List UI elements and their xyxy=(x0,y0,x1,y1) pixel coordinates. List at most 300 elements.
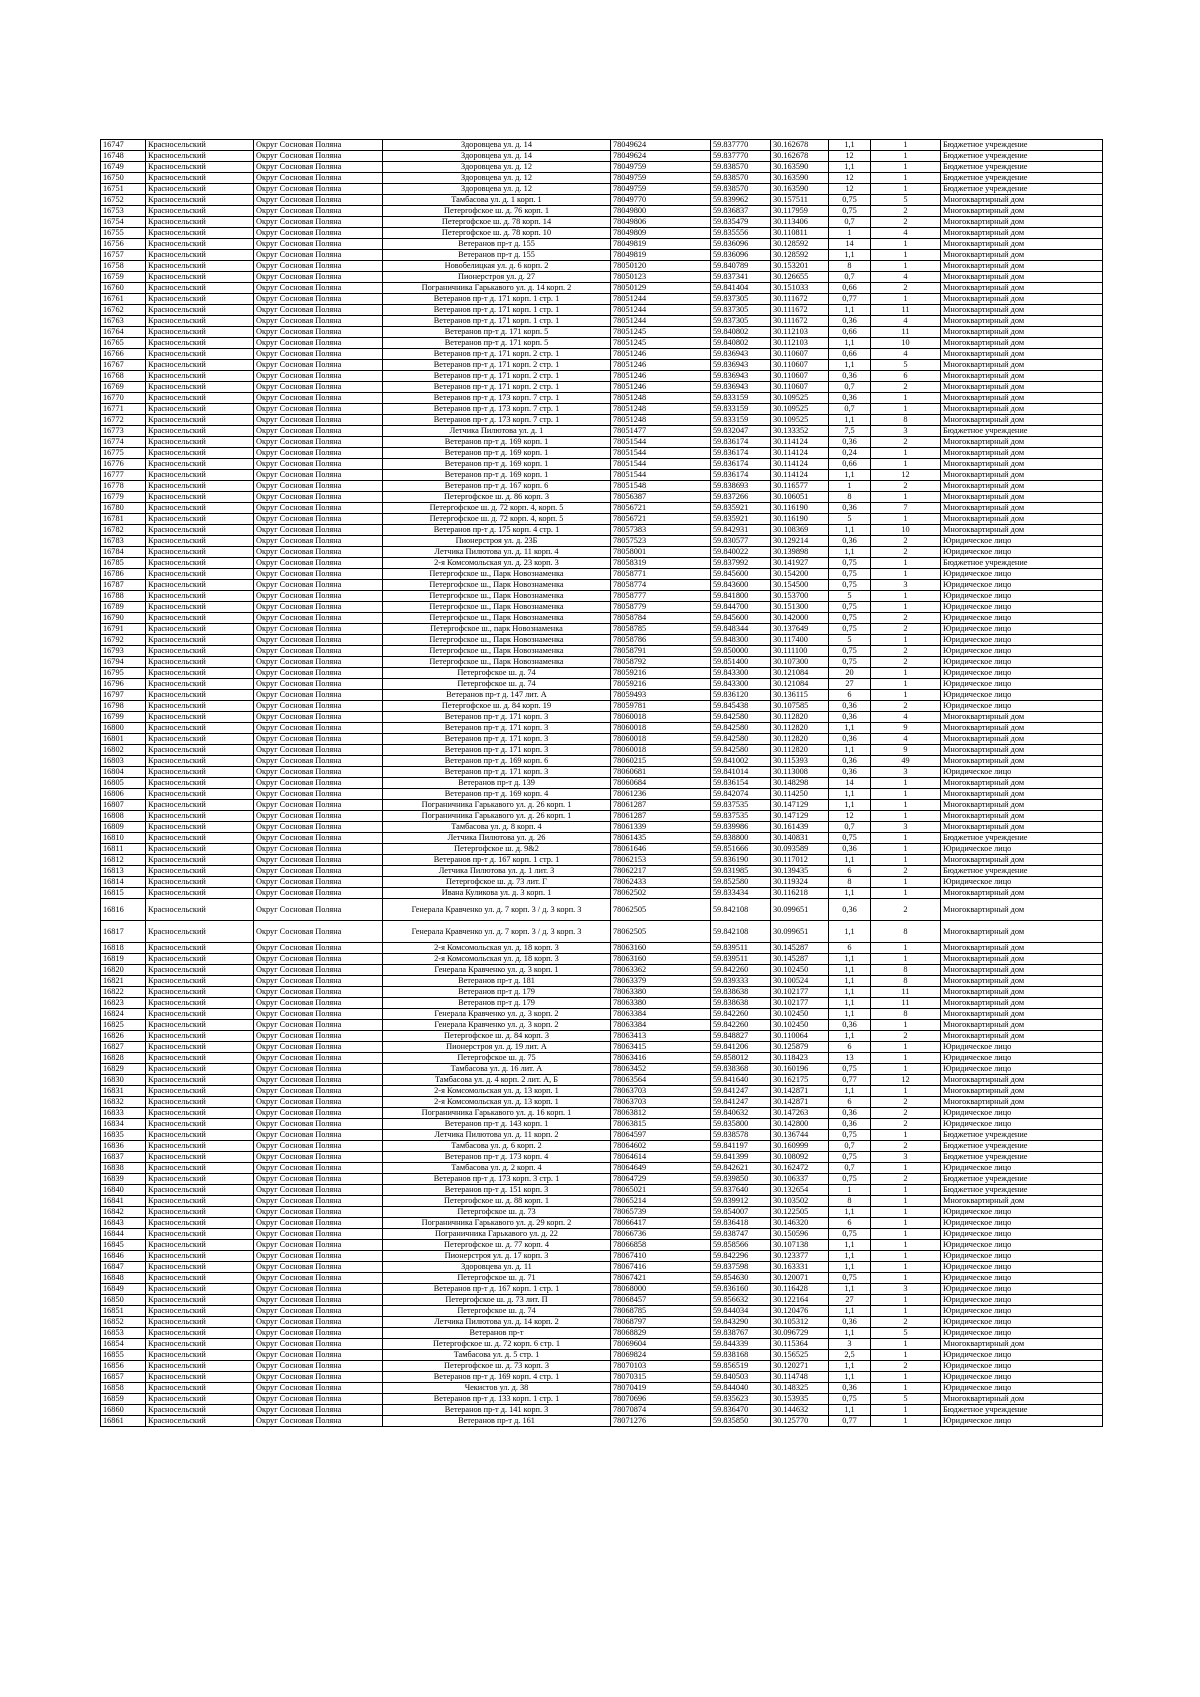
count-cell: 2 xyxy=(871,646,941,657)
table-row xyxy=(101,921,1103,943)
table-row xyxy=(101,536,1103,547)
record-id-cell: 16825 xyxy=(101,1020,146,1031)
table-row xyxy=(101,657,1103,668)
longitude-cell: 30.146320 xyxy=(771,1218,829,1229)
address-cell: 2-я Комсомольская ул. д. 18 корп. 3 xyxy=(383,954,611,965)
count-cell: 1 xyxy=(871,954,941,965)
count-cell: 2 xyxy=(871,481,941,492)
owner-type-cell: Многоквартирный дом xyxy=(941,800,1103,811)
object-code-cell: 78067416 xyxy=(611,1262,711,1273)
address-cell: Петергофское ш., Парк Новознаменка xyxy=(383,591,611,602)
longitude-cell: 30.161439 xyxy=(771,822,829,833)
district-cell: Красносельский xyxy=(146,1163,254,1174)
longitude-cell: 30.120071 xyxy=(771,1273,829,1284)
district-cell: Красносельский xyxy=(146,481,254,492)
volume-cell: 0,75 xyxy=(829,1229,871,1240)
count-cell: 3 xyxy=(871,426,941,437)
latitude-cell: 59.842580 xyxy=(711,723,771,734)
address-cell: Петергофское ш. д. 73 корп. 3 xyxy=(383,1361,611,1372)
municipality-cell: Округ Сосновая Поляна xyxy=(254,382,383,393)
latitude-cell: 59.842108 xyxy=(711,899,771,921)
owner-type-cell: Бюджетное учреждение xyxy=(941,184,1103,195)
object-code-cell: 78066417 xyxy=(611,1218,711,1229)
record-id-cell: 16843 xyxy=(101,1218,146,1229)
longitude-cell: 30.107300 xyxy=(771,657,829,668)
count-cell: 2 xyxy=(871,866,941,877)
table-row xyxy=(101,437,1103,448)
count-cell: 12 xyxy=(871,470,941,481)
count-cell: 2 xyxy=(871,1361,941,1372)
owner-type-cell: Юридическое лицо xyxy=(941,624,1103,635)
table-row xyxy=(101,1042,1103,1053)
longitude-cell: 30.109525 xyxy=(771,404,829,415)
longitude-cell: 30.115364 xyxy=(771,1339,829,1350)
municipality-cell: Округ Сосновая Поляна xyxy=(254,184,383,195)
count-cell: 1 xyxy=(871,151,941,162)
record-id-cell: 16817 xyxy=(101,921,146,943)
latitude-cell: 59.848300 xyxy=(711,635,771,646)
district-cell: Красносельский xyxy=(146,305,254,316)
count-cell: 1 xyxy=(871,162,941,173)
address-cell: Петергофское ш., Парк Новознаменка xyxy=(383,646,611,657)
object-code-cell: 78051544 xyxy=(611,459,711,470)
latitude-cell: 59.841014 xyxy=(711,767,771,778)
latitude-cell: 59.833159 xyxy=(711,393,771,404)
object-code-cell: 78058001 xyxy=(611,547,711,558)
volume-cell: 0,36 xyxy=(829,899,871,921)
latitude-cell: 59.838570 xyxy=(711,184,771,195)
owner-type-cell: Юридическое лицо xyxy=(941,679,1103,690)
table-row xyxy=(101,1372,1103,1383)
address-cell: Тамбасова ул. д. 2 корп. 4 xyxy=(383,1163,611,1174)
table-row xyxy=(101,1119,1103,1130)
record-id-cell: 16849 xyxy=(101,1284,146,1295)
volume-cell: 13 xyxy=(829,1053,871,1064)
table-row xyxy=(101,327,1103,338)
latitude-cell: 59.838578 xyxy=(711,1130,771,1141)
latitude-cell: 59.843300 xyxy=(711,668,771,679)
count-cell: 3 xyxy=(871,822,941,833)
municipality-cell: Округ Сосновая Поляна xyxy=(254,239,383,250)
latitude-cell: 59.840802 xyxy=(711,338,771,349)
latitude-cell: 59.838168 xyxy=(711,1350,771,1361)
municipality-cell: Округ Сосновая Поляна xyxy=(254,459,383,470)
district-cell: Красносельский xyxy=(146,1053,254,1064)
record-id-cell: 16756 xyxy=(101,239,146,250)
district-cell: Красносельский xyxy=(146,1174,254,1185)
object-code-cell: 78062502 xyxy=(611,888,711,899)
district-cell: Красносельский xyxy=(146,1361,254,1372)
longitude-cell: 30.122164 xyxy=(771,1295,829,1306)
table-row xyxy=(101,833,1103,844)
object-code-cell: 78064729 xyxy=(611,1174,711,1185)
record-id-cell: 16799 xyxy=(101,712,146,723)
address-cell: Ветеранов пр-т д. 171 корп. 5 xyxy=(383,338,611,349)
owner-type-cell: Юридическое лицо xyxy=(941,1218,1103,1229)
municipality-cell: Округ Сосновая Поляна xyxy=(254,349,383,360)
volume-cell: 1,1 xyxy=(829,745,871,756)
address-cell: Ветеранов пр-т д. 167 корп. 1 стр. 1 xyxy=(383,1284,611,1295)
table-row xyxy=(101,954,1103,965)
latitude-cell: 59.842580 xyxy=(711,734,771,745)
latitude-cell: 59.842296 xyxy=(711,1251,771,1262)
municipality-cell: Округ Сосновая Поляна xyxy=(254,140,383,151)
latitude-cell: 59.845438 xyxy=(711,701,771,712)
count-cell: 1 xyxy=(871,943,941,954)
latitude-cell: 59.837266 xyxy=(711,492,771,503)
longitude-cell: 30.121084 xyxy=(771,668,829,679)
municipality-cell: Округ Сосновая Поляна xyxy=(254,1174,383,1185)
count-cell: 4 xyxy=(871,349,941,360)
municipality-cell: Округ Сосновая Поляна xyxy=(254,624,383,635)
volume-cell: 0,7 xyxy=(829,404,871,415)
address-cell: Ивана Куликова ул. д. 3 корп. 1 xyxy=(383,888,611,899)
object-code-cell: 78049624 xyxy=(611,151,711,162)
volume-cell: 0,75 xyxy=(829,1174,871,1185)
municipality-cell: Округ Сосновая Поляна xyxy=(254,712,383,723)
district-cell: Красносельский xyxy=(146,338,254,349)
owner-type-cell: Многоквартирный дом xyxy=(941,1086,1103,1097)
record-id-cell: 16784 xyxy=(101,547,146,558)
district-cell: Красносельский xyxy=(146,833,254,844)
volume-cell: 0,75 xyxy=(829,206,871,217)
count-cell: 4 xyxy=(871,228,941,239)
volume-cell: 0,36 xyxy=(829,371,871,382)
address-cell: Ветеранов пр-т д. 167 корп. 1 стр. 1 xyxy=(383,855,611,866)
table-row xyxy=(101,404,1103,415)
district-cell: Красносельский xyxy=(146,1196,254,1207)
address-cell: Петергофское ш. д. 74 xyxy=(383,668,611,679)
table-row xyxy=(101,646,1103,657)
table-row xyxy=(101,1416,1103,1427)
object-code-cell: 78057523 xyxy=(611,536,711,547)
volume-cell: 14 xyxy=(829,778,871,789)
owner-type-cell: Многоквартирный дом xyxy=(941,723,1103,734)
latitude-cell: 59.837341 xyxy=(711,272,771,283)
address-cell: Тамбасова ул. д. 8 корп. 4 xyxy=(383,822,611,833)
object-code-cell: 78062505 xyxy=(611,921,711,943)
volume-cell: 0,36 xyxy=(829,316,871,327)
address-cell: Тамбасова ул. д. 1 корп. 1 xyxy=(383,195,611,206)
address-cell: Новобелицкая ул. д. 6 корп. 2 xyxy=(383,261,611,272)
table-row xyxy=(101,305,1103,316)
volume-cell: 0,24 xyxy=(829,448,871,459)
count-cell: 2 xyxy=(871,1174,941,1185)
municipality-cell: Округ Сосновая Поляна xyxy=(254,1207,383,1218)
owner-type-cell: Многоквартирный дом xyxy=(941,503,1103,514)
record-id-cell: 16818 xyxy=(101,943,146,954)
table-row xyxy=(101,283,1103,294)
longitude-cell: 30.105312 xyxy=(771,1317,829,1328)
latitude-cell: 59.854007 xyxy=(711,1207,771,1218)
municipality-cell: Округ Сосновая Поляна xyxy=(254,426,383,437)
count-cell: 1 xyxy=(871,448,941,459)
count-cell: 1 xyxy=(871,294,941,305)
count-cell: 1 xyxy=(871,569,941,580)
count-cell: 1 xyxy=(871,1295,941,1306)
longitude-cell: 30.142800 xyxy=(771,1119,829,1130)
count-cell: 10 xyxy=(871,525,941,536)
latitude-cell: 59.835623 xyxy=(711,1394,771,1405)
district-cell: Красносельский xyxy=(146,514,254,525)
table-row xyxy=(101,382,1103,393)
latitude-cell: 59.839962 xyxy=(711,195,771,206)
table-row xyxy=(101,591,1103,602)
record-id-cell: 16834 xyxy=(101,1119,146,1130)
table-row xyxy=(101,712,1103,723)
count-cell: 1 xyxy=(871,800,941,811)
district-cell: Красносельский xyxy=(146,756,254,767)
latitude-cell: 59.841197 xyxy=(711,1141,771,1152)
district-cell: Красносельский xyxy=(146,877,254,888)
longitude-cell: 30.099651 xyxy=(771,899,829,921)
object-code-cell: 78067410 xyxy=(611,1251,711,1262)
district-cell: Красносельский xyxy=(146,646,254,657)
municipality-cell: Округ Сосновая Поляна xyxy=(254,1361,383,1372)
record-id-cell: 16774 xyxy=(101,437,146,448)
owner-type-cell: Многоквартирный дом xyxy=(941,1075,1103,1086)
district-cell: Красносельский xyxy=(146,360,254,371)
longitude-cell: 30.112820 xyxy=(771,745,829,756)
municipality-cell: Округ Сосновая Поляна xyxy=(254,668,383,679)
latitude-cell: 59.856519 xyxy=(711,1361,771,1372)
count-cell: 1 xyxy=(871,602,941,613)
municipality-cell: Округ Сосновая Поляна xyxy=(254,1185,383,1196)
volume-cell: 6 xyxy=(829,943,871,954)
district-cell: Красносельский xyxy=(146,1405,254,1416)
table-row xyxy=(101,690,1103,701)
address-cell: Ветеранов пр-т д. 169 корп. 1 xyxy=(383,470,611,481)
volume-cell: 5 xyxy=(829,635,871,646)
count-cell: 3 xyxy=(871,1152,941,1163)
latitude-cell: 59.837305 xyxy=(711,316,771,327)
longitude-cell: 30.126655 xyxy=(771,272,829,283)
longitude-cell: 30.125879 xyxy=(771,1042,829,1053)
table-row xyxy=(101,514,1103,525)
latitude-cell: 59.836174 xyxy=(711,448,771,459)
owner-type-cell: Юридическое лицо xyxy=(941,844,1103,855)
record-id-cell: 16831 xyxy=(101,1086,146,1097)
municipality-cell: Округ Сосновая Поляна xyxy=(254,492,383,503)
volume-cell: 0,75 xyxy=(829,613,871,624)
municipality-cell: Округ Сосновая Поляна xyxy=(254,833,383,844)
longitude-cell: 30.128592 xyxy=(771,239,829,250)
object-code-cell: 78058786 xyxy=(611,635,711,646)
record-id-cell: 16769 xyxy=(101,382,146,393)
volume-cell: 1,1 xyxy=(829,140,871,151)
owner-type-cell: Многоквартирный дом xyxy=(941,987,1103,998)
municipality-cell: Округ Сосновая Поляна xyxy=(254,745,383,756)
address-cell: 2-я Комсомольская ул. д. 23 корп. 3 xyxy=(383,558,611,569)
record-id-cell: 16819 xyxy=(101,954,146,965)
address-cell: Ветеранов пр-т д. 169 корп. 1 xyxy=(383,459,611,470)
table-row xyxy=(101,1108,1103,1119)
owner-type-cell: Бюджетное учреждение xyxy=(941,1174,1103,1185)
longitude-cell: 30.114124 xyxy=(771,459,829,470)
owner-type-cell: Многоквартирный дом xyxy=(941,855,1103,866)
object-code-cell: 78066736 xyxy=(611,1229,711,1240)
object-code-cell: 78058791 xyxy=(611,646,711,657)
count-cell: 5 xyxy=(871,1394,941,1405)
latitude-cell: 59.839511 xyxy=(711,954,771,965)
object-code-cell: 78051244 xyxy=(611,316,711,327)
municipality-cell: Округ Сосновая Поляна xyxy=(254,1020,383,1031)
object-code-cell: 78061287 xyxy=(611,800,711,811)
record-id-cell: 16783 xyxy=(101,536,146,547)
municipality-cell: Округ Сосновая Поляна xyxy=(254,547,383,558)
address-cell: Тамбасова ул. д. 6 корп. 2 xyxy=(383,1141,611,1152)
object-code-cell: 78051544 xyxy=(611,437,711,448)
record-id-cell: 16858 xyxy=(101,1383,146,1394)
longitude-cell: 30.116190 xyxy=(771,514,829,525)
address-cell: Ветеранов пр-т д. 141 корп. 3 xyxy=(383,1405,611,1416)
count-cell: 1 xyxy=(871,1163,941,1174)
municipality-cell: Округ Сосновая Поляна xyxy=(254,162,383,173)
record-id-cell: 16763 xyxy=(101,316,146,327)
object-code-cell: 78065739 xyxy=(611,1207,711,1218)
record-id-cell: 16842 xyxy=(101,1207,146,1218)
district-cell: Красносельский xyxy=(146,1328,254,1339)
district-cell: Красносельский xyxy=(146,217,254,228)
owner-type-cell: Многоквартирный дом xyxy=(941,745,1103,756)
count-cell: 2 xyxy=(871,283,941,294)
longitude-cell: 30.154200 xyxy=(771,569,829,580)
address-cell: Петергофское ш. д. 72 корп. 6 стр. 1 xyxy=(383,1339,611,1350)
table-row xyxy=(101,1207,1103,1218)
longitude-cell: 30.142000 xyxy=(771,613,829,624)
municipality-cell: Округ Сосновая Поляна xyxy=(254,1306,383,1317)
volume-cell: 14 xyxy=(829,239,871,250)
volume-cell: 1,1 xyxy=(829,1251,871,1262)
latitude-cell: 59.842260 xyxy=(711,1020,771,1031)
address-cell: Генерала Кравченко ул. д. 7 корп. 3 / д. 3 корп. 3 xyxy=(383,921,611,943)
latitude-cell: 59.838800 xyxy=(711,833,771,844)
count-cell: 8 xyxy=(871,415,941,426)
count-cell: 1 xyxy=(871,1064,941,1075)
object-code-cell: 78069824 xyxy=(611,1350,711,1361)
record-id-cell: 16855 xyxy=(101,1350,146,1361)
address-cell: Ветеранов пр-т д. 171 корп. 3 xyxy=(383,734,611,745)
table-row xyxy=(101,602,1103,613)
address-cell: Здоровцева ул. д. 12 xyxy=(383,162,611,173)
table-row xyxy=(101,1086,1103,1097)
record-id-cell: 16765 xyxy=(101,338,146,349)
district-cell: Красносельский xyxy=(146,954,254,965)
municipality-cell: Округ Сосновая Поляна xyxy=(254,1053,383,1064)
volume-cell: 0,36 xyxy=(829,767,871,778)
record-id-cell: 16854 xyxy=(101,1339,146,1350)
address-cell: Петергофское ш. д. 76 корп. 1 xyxy=(383,206,611,217)
longitude-cell: 30.157511 xyxy=(771,195,829,206)
record-id-cell: 16861 xyxy=(101,1416,146,1427)
address-cell: Ветеранов пр-т д. 147 лит. А xyxy=(383,690,611,701)
object-code-cell: 78068829 xyxy=(611,1328,711,1339)
longitude-cell: 30.112820 xyxy=(771,712,829,723)
address-cell: Пионерстроя ул. д. 19 лит. А xyxy=(383,1042,611,1053)
object-code-cell: 78050123 xyxy=(611,272,711,283)
address-cell: Летчика Пилютова ул. д. 1 лит. З xyxy=(383,866,611,877)
longitude-cell: 30.160196 xyxy=(771,1064,829,1075)
volume-cell: 0,36 xyxy=(829,1317,871,1328)
table-row xyxy=(101,415,1103,426)
municipality-cell: Округ Сосновая Поляна xyxy=(254,1372,383,1383)
volume-cell: 1,1 xyxy=(829,1306,871,1317)
longitude-cell: 30.151300 xyxy=(771,602,829,613)
latitude-cell: 59.837770 xyxy=(711,151,771,162)
record-id-cell: 16787 xyxy=(101,580,146,591)
owner-type-cell: Юридическое лицо xyxy=(941,602,1103,613)
latitude-cell: 59.837992 xyxy=(711,558,771,569)
municipality-cell: Округ Сосновая Поляна xyxy=(254,437,383,448)
count-cell: 4 xyxy=(871,316,941,327)
address-cell: Ветеранов пр-т д. 171 корп. 1 стр. 1 xyxy=(383,294,611,305)
longitude-cell: 30.114748 xyxy=(771,1372,829,1383)
latitude-cell: 59.841399 xyxy=(711,1152,771,1163)
address-cell: Петергофское ш. д. 71 xyxy=(383,1273,611,1284)
municipality-cell: Округ Сосновая Поляна xyxy=(254,591,383,602)
object-code-cell: 78051245 xyxy=(611,338,711,349)
object-code-cell: 78064649 xyxy=(611,1163,711,1174)
volume-cell: 27 xyxy=(829,679,871,690)
count-cell: 1 xyxy=(871,239,941,250)
district-cell: Красносельский xyxy=(146,701,254,712)
district-cell: Красносельский xyxy=(146,1031,254,1042)
owner-type-cell: Юридическое лицо xyxy=(941,1119,1103,1130)
record-id-cell: 16824 xyxy=(101,1009,146,1020)
municipality-cell: Округ Сосновая Поляна xyxy=(254,569,383,580)
object-code-cell: 78051248 xyxy=(611,415,711,426)
address-cell: Ветеранов пр-т д. 155 xyxy=(383,239,611,250)
longitude-cell: 30.147129 xyxy=(771,800,829,811)
owner-type-cell: Бюджетное учреждение xyxy=(941,866,1103,877)
address-cell: Летчика Пилютова ул. д. 11 корп. 2 xyxy=(383,1130,611,1141)
municipality-cell: Округ Сосновая Поляна xyxy=(254,899,383,921)
district-cell: Красносельский xyxy=(146,1064,254,1075)
longitude-cell: 30.112820 xyxy=(771,734,829,745)
address-cell: Здоровцева ул. д. 11 xyxy=(383,1262,611,1273)
object-code-cell: 78063380 xyxy=(611,987,711,998)
volume-cell: 6 xyxy=(829,866,871,877)
volume-cell: 0,75 xyxy=(829,1064,871,1075)
object-code-cell: 78061287 xyxy=(611,811,711,822)
owner-type-cell: Многоквартирный дом xyxy=(941,1196,1103,1207)
owner-type-cell: Бюджетное учреждение xyxy=(941,140,1103,151)
record-id-cell: 16820 xyxy=(101,965,146,976)
count-cell: 2 xyxy=(871,437,941,448)
object-code-cell: 78062153 xyxy=(611,855,711,866)
latitude-cell: 59.842260 xyxy=(711,1009,771,1020)
record-id-cell: 16848 xyxy=(101,1273,146,1284)
object-code-cell: 78060018 xyxy=(611,734,711,745)
address-cell: Тамбасова ул. д. 16 лит. А xyxy=(383,1064,611,1075)
district-cell: Красносельский xyxy=(146,1416,254,1427)
address-cell: Ветеранов пр-т д. 173 корп. 3 стр. 1 xyxy=(383,1174,611,1185)
object-code-cell: 78063160 xyxy=(611,943,711,954)
count-cell: 1 xyxy=(871,393,941,404)
record-id-cell: 16785 xyxy=(101,558,146,569)
object-code-cell: 78058785 xyxy=(611,624,711,635)
district-cell: Красносельский xyxy=(146,723,254,734)
latitude-cell: 59.841640 xyxy=(711,1075,771,1086)
municipality-cell: Округ Сосновая Поляна xyxy=(254,789,383,800)
record-id-cell: 16846 xyxy=(101,1251,146,1262)
volume-cell: 0,7 xyxy=(829,217,871,228)
object-code-cell: 78063160 xyxy=(611,954,711,965)
latitude-cell: 59.835921 xyxy=(711,514,771,525)
municipality-cell: Округ Сосновая Поляна xyxy=(254,855,383,866)
municipality-cell: Округ Сосновая Поляна xyxy=(254,393,383,404)
object-code-cell: 78059216 xyxy=(611,668,711,679)
